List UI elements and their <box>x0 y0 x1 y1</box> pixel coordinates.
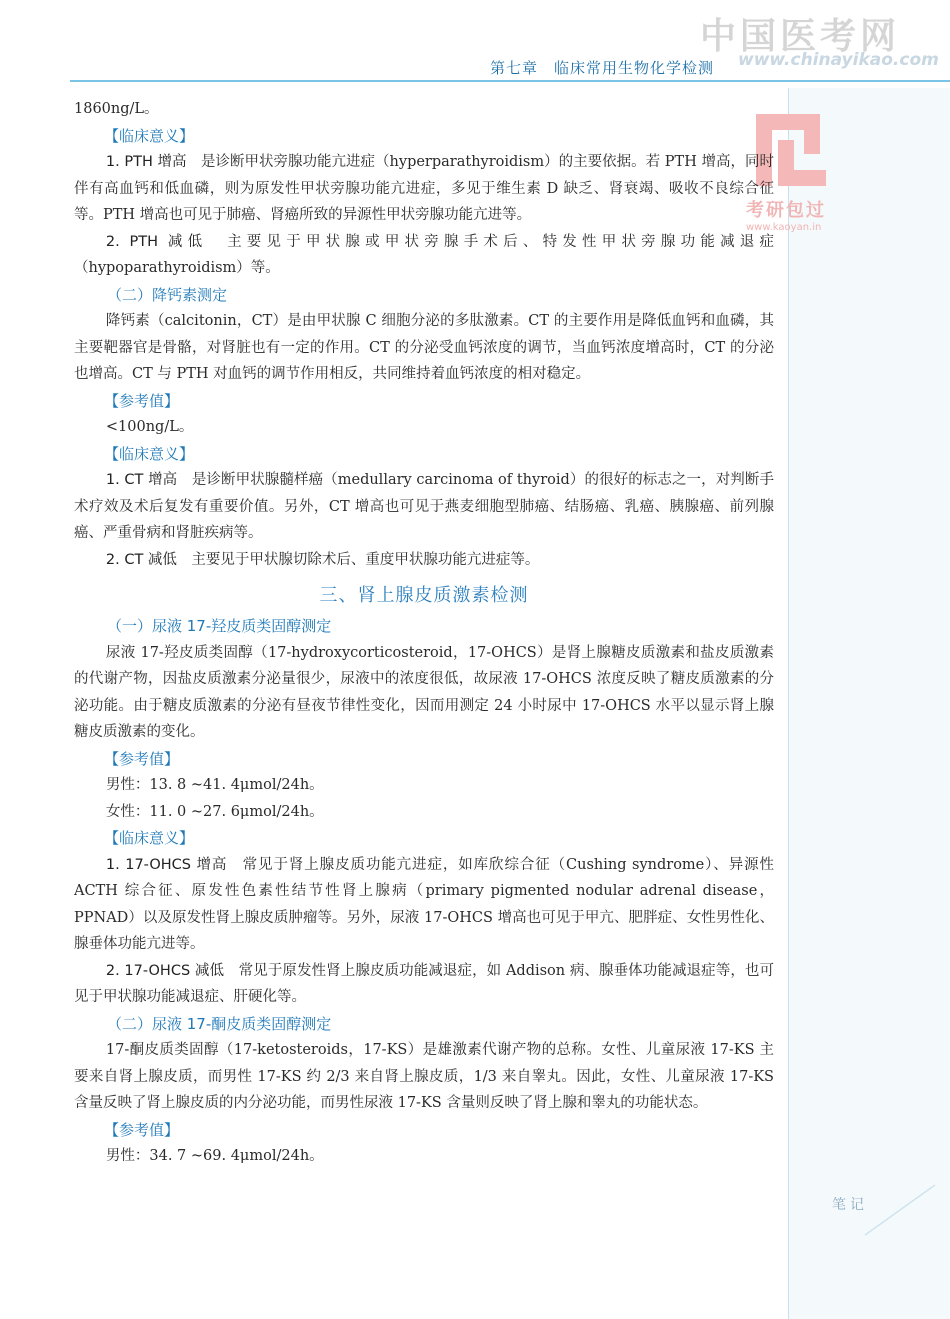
page-header <box>0 0 950 90</box>
header-rule <box>70 80 950 82</box>
list-item <box>74 958 774 1011</box>
item-text: 是诊断甲状腺髓样癌（medullary carcinoma of thyroid）的很好的标志之一，对判断手术疗效及术后复发有重要价值。另外，CT 增高也可见于燕麦细胞型肺癌、结肠癌、乳癌、胰腺癌、前列腺癌、严重骨病和肾脏疾病等。 <box>74 472 774 541</box>
list-item <box>74 149 774 229</box>
watermark-logo: 中国医考网 <box>700 16 901 57</box>
list-item <box>74 852 774 958</box>
item-label: 2. PTH 减低 <box>105 233 208 250</box>
watermark-url: www.chinayikao.com <box>738 50 939 70</box>
paragraph: 尿液 17-羟皮质类固醇（17-hydroxycorticosteroid，17-OHCS）是肾上腺糖皮质激素和盐皮质激素的代谢产物，因盐皮质激素分泌量很少，尿液中的浓度很低，故尿液 17-OHCS 浓度反映了糖皮质激素的分泌功能。由于糖皮质激素的分泌有昼夜节律性变化，因而用测定 24 小时尿中 17-OHCS 水平以显示肾上腺糖皮质激素的变化。 <box>74 644 774 740</box>
chapter-title: 第七章 临床常用生物化学检测 <box>490 59 715 77</box>
notes-label: 笔记 <box>832 1197 868 1213</box>
heading-reference-value: 【参考值】 <box>104 749 180 768</box>
reference-value: <100ng/L。 <box>105 419 194 435</box>
list-item <box>74 547 774 574</box>
stamp-text: 考研包过 <box>746 200 826 221</box>
subsection-title: （一）尿液 17-羟皮质类固醇测定 <box>107 617 332 635</box>
item-text: 主要见于甲状腺切除术后、重度甲状腺功能亢进症等。 <box>176 551 540 568</box>
heading-reference-value: 【参考值】 <box>104 391 180 410</box>
item-text: 常见于原发性肾上腺皮质功能减退症，如 Addison 病、腺垂体功能减退症等，也可见于甲状腺功能减退症、肝硬化等。 <box>74 962 774 1005</box>
item-text: 常见于肾上腺皮质功能亢进症，如库欣综合征（Cushing syndrome）、异源性 ACTH 综合征、原发性色素性结节性肾上腺病（primary pigmented nodular adrenal disease，PPNAD）以及原发性肾上腺皮质肿瘤等。另外，尿液 17-OHCS 增高也可见于甲亢、肥胖症、女性男性化、腺垂体功能亢进等。 <box>74 856 774 952</box>
heading-clinical-significance: 【临床意义】 <box>104 126 195 145</box>
subsection-title: （二）降钙素测定 <box>107 285 228 304</box>
heading-clinical-significance: 【临床意义】 <box>104 444 195 463</box>
item-label: 1. PTH 增高 <box>105 154 187 170</box>
heading-reference-value: 【参考值】 <box>104 1120 180 1139</box>
stamp-url: www.kaoyan.in <box>746 222 822 233</box>
list-item <box>74 229 774 282</box>
reference-value: 女性：11. 0 ~27. 6μmol/24h。 <box>105 803 324 820</box>
decorative-line <box>860 1180 940 1240</box>
margin-notes-strip <box>788 88 950 1319</box>
list-item <box>74 467 774 547</box>
item-text: 主要见于甲状腺或甲状旁腺手术后、特发性甲状旁腺功能减退症（hypoparathyroidism）等。 <box>74 233 775 276</box>
item-label: 1. CT 增高 <box>105 472 178 488</box>
item-text: 是诊断甲状旁腺功能亢进症（hyperparathyroidism）的主要依据。若 PTH 增高，同时伴有高血钙和低血磷，则为原发性甲状旁腺功能亢进症，多见于维生素 D 缺乏、肾衰竭、吸收不良综合征等。PTH 增高也可见于肺癌、肾癌所致的异源性甲状旁腺功能亢进等。 <box>74 154 774 223</box>
page-content <box>74 96 774 1170</box>
paragraph: 降钙素（calcitonin，CT）是由甲状腺 C 细胞分泌的多肽激素。CT 的主要作用是降低血钙和血磷，其主要靶器官是骨骼，对肾脏也有一定的作用。CT 的分泌受血钙浓度的调节，当血钙浓度增高时，CT 的分泌也增高。CT 与 PTH 对血钙的调节作用相反，共同维持着血钙浓度的相对稳定。 <box>74 313 774 382</box>
reference-value: 男性：34. 7 ~69. 4μmol/24h。 <box>105 1148 324 1164</box>
reference-value: 男性：13. 8 ~41. 4μmol/24h。 <box>105 777 324 793</box>
item-label: 2. CT 减低 <box>105 551 177 568</box>
section-title: 三、肾上腺皮质激素检测 <box>319 585 529 606</box>
paragraph: 17-酮皮质类固醇（17-ketosteroids，17-KS）是雄激素代谢产物的总称。女性、儿童尿液 17-KS 主要来自肾上腺皮质，而男性 17-KS 约 2/3 来自肾上腺皮质，1/3 来自睾丸。因此，女性、儿童尿液 17-KS 含量反映了肾上腺皮质的内分泌功能，而男性尿液 17-KS 含量则反映了肾上腺和睾丸的功能状态。 <box>74 1042 774 1111</box>
paragraph: 1860ng/L。 <box>74 101 159 117</box>
item-label: 2. 17-OHCS 减低 <box>105 962 225 979</box>
subsection-title: （二）尿液 17-酮皮质类固醇测定 <box>107 1014 332 1033</box>
item-label: 1. 17-OHCS 增高 <box>105 856 228 873</box>
heading-clinical-significance: 【临床意义】 <box>104 829 195 847</box>
